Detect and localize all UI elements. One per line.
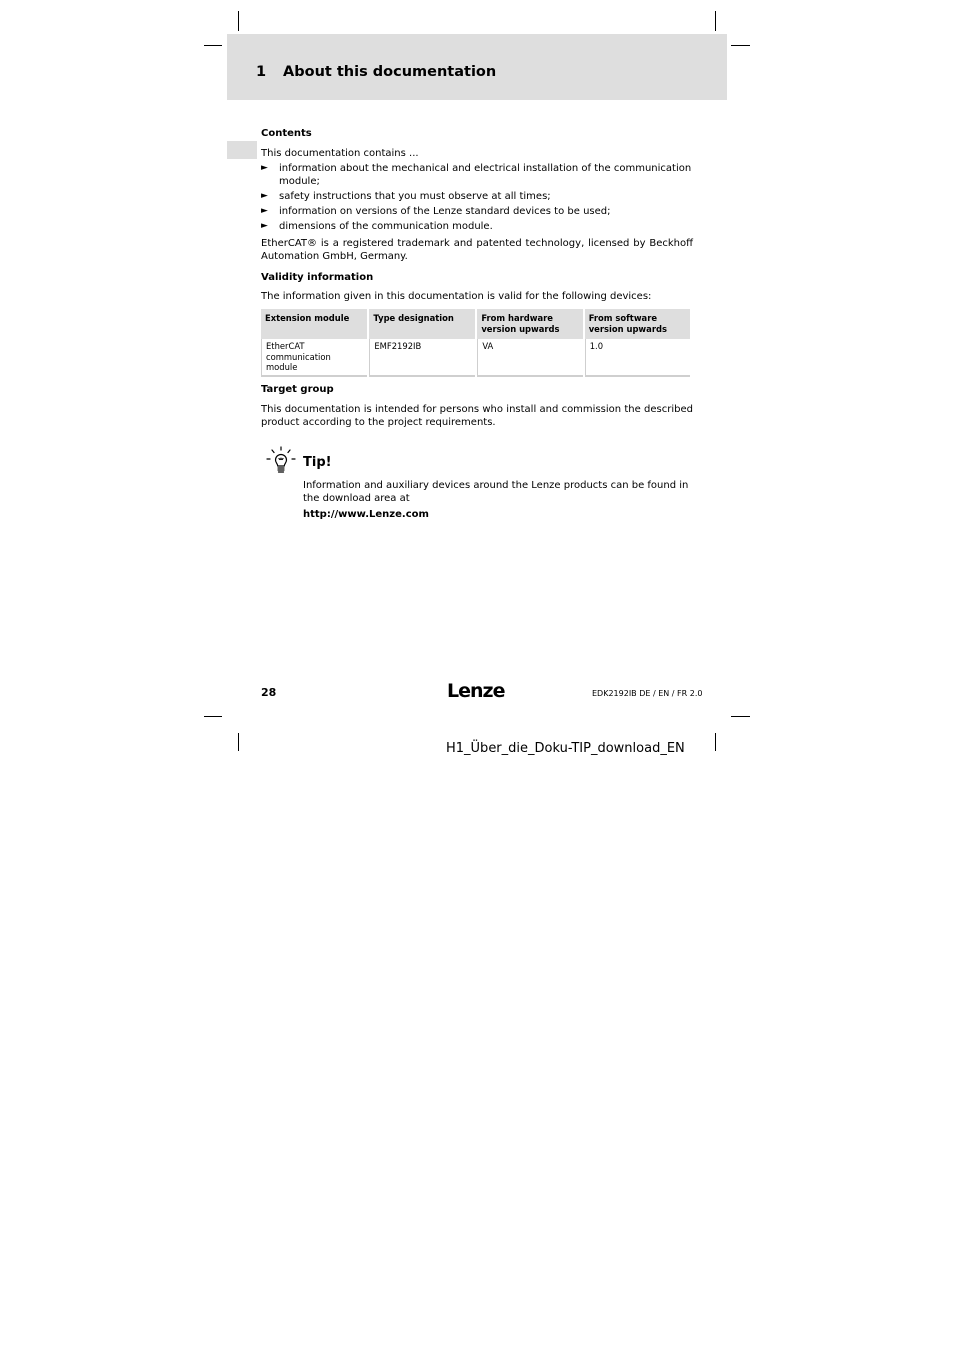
table-cell: VA xyxy=(477,339,582,377)
chapter-title: About this documentation xyxy=(283,64,497,80)
contents-intro: This documentation contains ... xyxy=(261,148,419,159)
page-number: 28 xyxy=(261,686,277,699)
crop-mark xyxy=(731,45,750,46)
table-cell: EMF2192IB xyxy=(369,339,475,377)
validity-intro: The information given in this documentation is valid for the following devices: xyxy=(261,291,652,302)
crop-mark xyxy=(731,716,750,717)
crop-mark xyxy=(715,733,716,751)
target-group-text: This documentation is intended for persons who install and commission the described product according to the project requirements. xyxy=(261,404,693,428)
crop-mark xyxy=(238,733,239,751)
validity-table xyxy=(259,309,692,377)
column-header: Type designation xyxy=(369,309,475,339)
section-tab-marker xyxy=(227,141,257,159)
bullet-arrow-icon: ► xyxy=(261,163,268,173)
list-item: ► information about the mechanical and electrical installation of the communication module; xyxy=(261,163,692,187)
column-header: From software version upwards xyxy=(585,309,690,339)
crop-mark xyxy=(204,716,222,717)
table-cell: EtherCAT communication module xyxy=(261,339,367,377)
tip-url-link[interactable]: http://www.Lenze.com xyxy=(303,509,429,520)
column-header: Extension module xyxy=(261,309,367,339)
bullet-arrow-icon: ► xyxy=(261,206,268,216)
chapter-number: 1 xyxy=(256,64,267,80)
chapter-heading xyxy=(256,64,496,80)
table-row xyxy=(261,339,690,377)
lenze-logo: Lenze xyxy=(447,680,505,702)
contents-heading: Contents xyxy=(261,128,312,139)
target-group-heading: Target group xyxy=(261,384,334,395)
tip-title: Tip! xyxy=(303,455,332,470)
bullet-arrow-icon: ► xyxy=(261,221,268,231)
trademark-note: EtherCAT® is a registered trademark and patented technology, licensed by Beckhoff Automation GmbH, Germany. xyxy=(261,238,693,262)
validity-heading: Validity information xyxy=(261,272,374,283)
source-filename: H1_Über_die_Doku-TIP_download_EN xyxy=(446,741,685,756)
crop-mark xyxy=(238,11,239,31)
column-header: From hardware version upwards xyxy=(477,309,582,339)
table-header-row xyxy=(261,309,690,339)
lightbulb-icon xyxy=(265,446,297,476)
table-cell: 1.0 xyxy=(585,339,690,377)
tip-text: Information and auxiliary devices around the Lenze products can be found in the download area at xyxy=(303,480,689,504)
crop-mark xyxy=(715,11,716,31)
bullet-arrow-icon: ► xyxy=(261,191,268,201)
crop-mark xyxy=(204,45,222,46)
document-code: EDK2192IB DE / EN / FR 2.0 xyxy=(592,689,703,698)
